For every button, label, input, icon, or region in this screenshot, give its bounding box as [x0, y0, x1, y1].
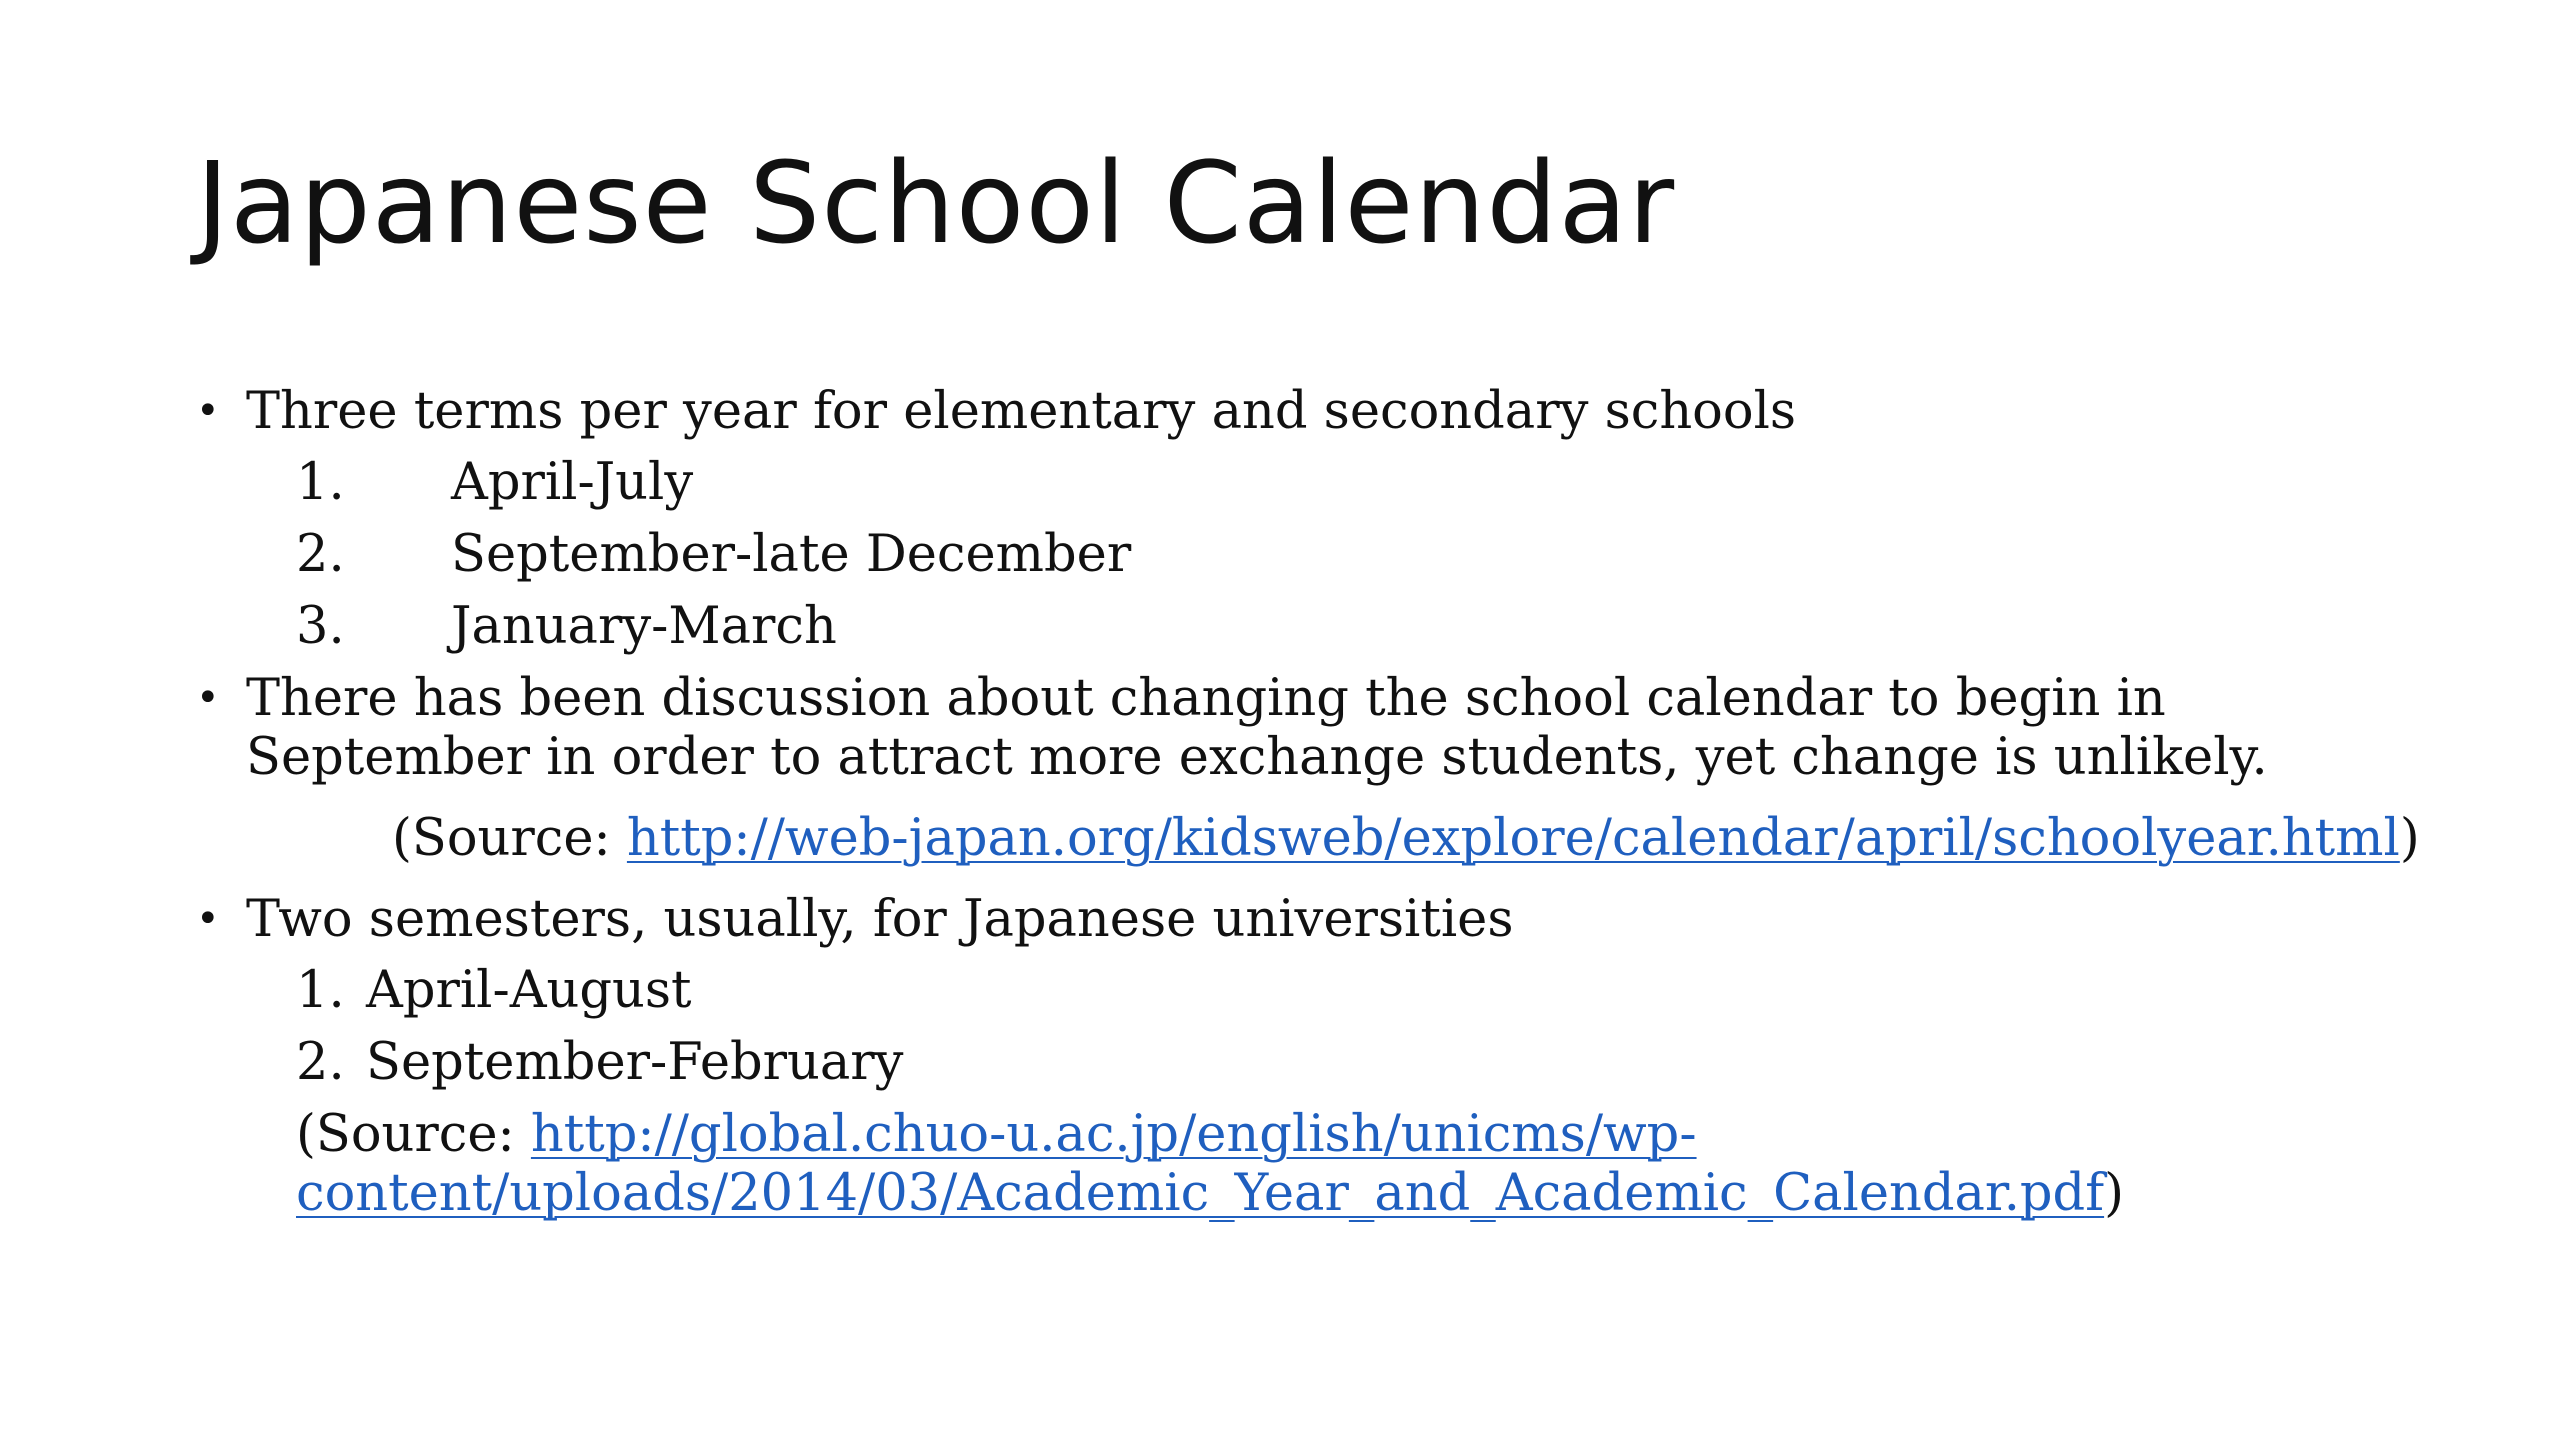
list-number: 3. — [296, 597, 345, 656]
slide-content — [196, 382, 2456, 1223]
source-citation — [296, 1105, 2396, 1223]
list-item — [196, 1033, 2456, 1092]
list-number: 1. — [296, 453, 345, 512]
bullet-school-terms — [196, 382, 2456, 441]
school-terms-list — [196, 453, 2456, 656]
list-number: 2. — [296, 1033, 345, 1092]
list-item-text: January-March — [451, 597, 837, 656]
list-number: 1. — [296, 961, 345, 1020]
bullet-text: Three terms per year for elementary and secondary schools — [246, 382, 1797, 441]
list-item — [196, 597, 2456, 656]
list-item — [196, 525, 2456, 584]
list-item-text: September-late December — [451, 525, 1132, 584]
source-link[interactable]: http://web-japan.org/kidsweb/explore/calendar/april/schoolyear.html — [626, 809, 2400, 868]
slide-title: Japanese School Calendar — [196, 139, 1676, 269]
list-item-text: April-July — [451, 453, 694, 512]
bullet-university-semesters — [196, 890, 2456, 949]
list-item-text: April-August — [366, 961, 692, 1020]
source-citation — [392, 809, 2456, 868]
bullet-dot-icon: • — [196, 388, 220, 434]
semesters-list — [196, 961, 2456, 1092]
list-item-text: September-February — [366, 1033, 904, 1092]
bullet-text: There has been discussion about changing the school calendar to begin in September in order to attract more exchange students, yet change is unlikely. — [246, 669, 2268, 787]
source-suffix: ) — [2104, 1164, 2124, 1223]
bullet-text: Two semesters, usually, for Japanese universities — [246, 890, 1514, 949]
bullet-dot-icon: • — [196, 896, 220, 942]
bullet-calendar-discussion — [196, 669, 2456, 787]
source-link[interactable]: http://global.chuo-u.ac.jp/english/unicms/wp-content/uploads/2014/03/Academic_Year_and_Academic_Calendar.pdf — [296, 1105, 2105, 1223]
bullet-dot-icon: • — [196, 675, 220, 721]
source-suffix: ) — [2399, 809, 2420, 868]
list-number: 2. — [296, 525, 345, 584]
source-prefix: (Source: — [296, 1105, 531, 1164]
list-item — [196, 961, 2456, 1020]
source-prefix: (Source: — [392, 809, 627, 868]
list-item — [196, 453, 2456, 512]
